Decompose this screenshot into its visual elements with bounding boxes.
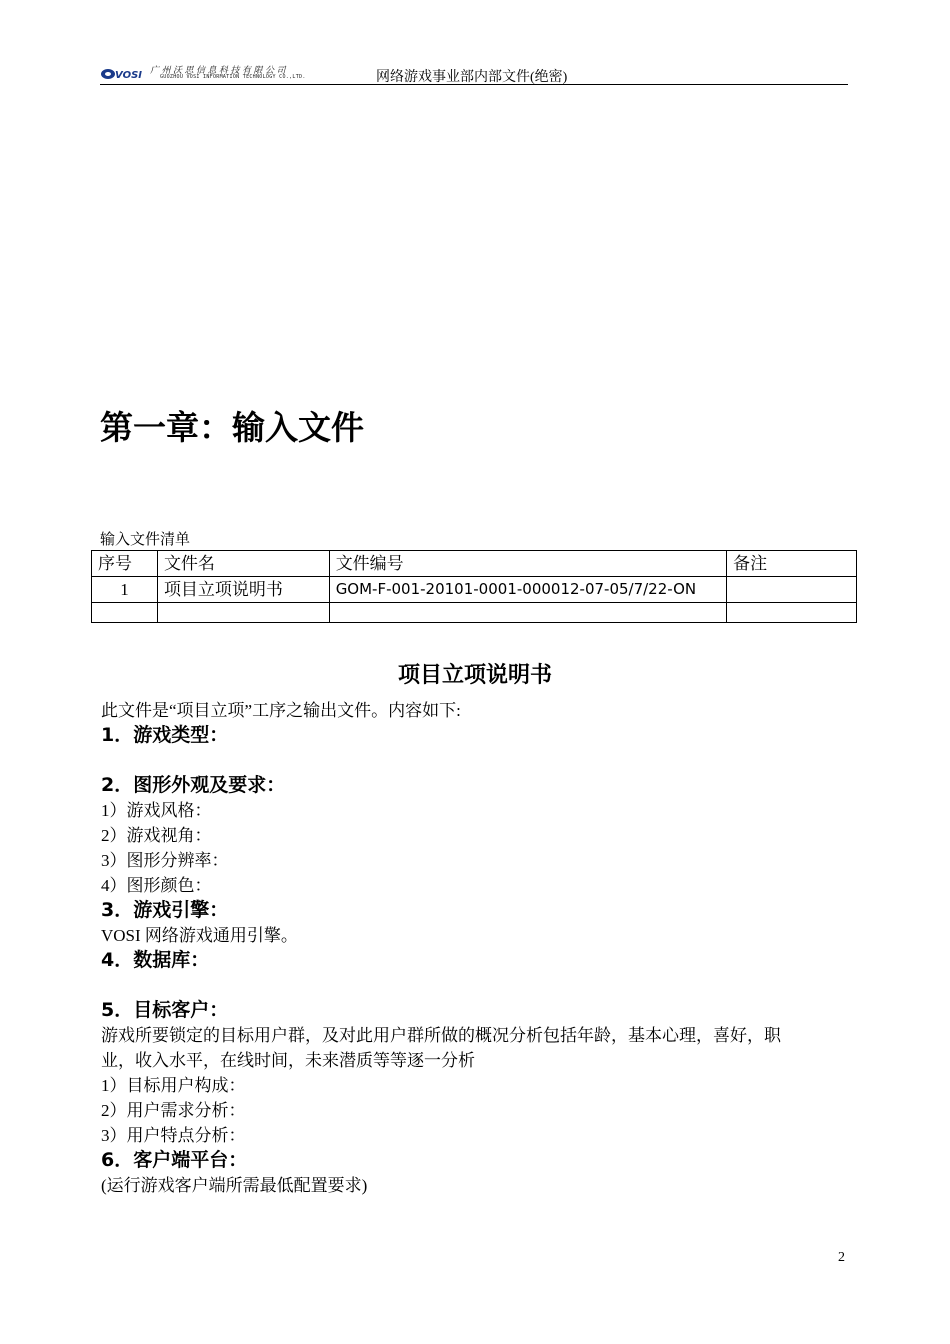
cell-filename: 项目立项说明书 (157, 577, 329, 603)
body-line: 此文件是“项目立项”工序之输出文件。内容如下: (101, 701, 461, 720)
company-logo (100, 62, 340, 84)
section-heading: 4．数据库： (101, 949, 210, 971)
page-number: 2 (838, 1250, 845, 1265)
table-row (92, 603, 857, 623)
input-files-table (91, 550, 857, 623)
header-cell-filecode: 文件编号 (329, 551, 726, 577)
body-line: 3）用户特点分析： (101, 1126, 246, 1145)
body-line: 2）用户需求分析： (101, 1101, 246, 1120)
header-cell-filename: 文件名 (157, 551, 329, 577)
company-name-en: GUOZHOU VOSI INFORMATION TECHNOLOGY CO.,LTD. (160, 74, 306, 80)
cell-remark (727, 577, 857, 603)
blank-line (101, 973, 853, 998)
body-line: 4）图形颜色： (101, 876, 212, 895)
document-title: 项目立项说明书 (397, 663, 552, 688)
body-line: (运行游戏客户端所需最低配置要求) (101, 1176, 368, 1195)
table-caption: 输入文件清单 (100, 532, 191, 548)
section-heading: 1．游戏类型： (101, 724, 229, 746)
header-cell-remark: 备注 (727, 551, 857, 577)
header-cell-index: 序号 (92, 551, 158, 577)
body-line: 业，收入水平，在线时间，未来潜质等等逐一分析 (101, 1051, 475, 1070)
document-body (101, 698, 853, 1198)
cell-index (92, 603, 158, 623)
body-line: 2）游戏视角： (101, 826, 212, 845)
chapter-title: 第一章：输入文件 (100, 408, 364, 447)
vosi-logo-mark (100, 67, 148, 81)
table-header-row (92, 551, 857, 577)
page-header (100, 62, 848, 85)
header-doc-label: 网络游戏事业部内部文件(绝密) (376, 70, 568, 85)
section-heading: 5．目标客户： (101, 999, 229, 1021)
body-line: VOSI 网络游戏通用引擎。 (101, 926, 298, 945)
table-row (92, 577, 857, 603)
cell-remark (727, 603, 857, 623)
section-heading: 2．图形外观及要求： (101, 774, 286, 796)
section-heading: 6．客户端平台： (101, 1149, 248, 1171)
cell-filename (157, 603, 329, 623)
body-line: 1）游戏风格： (101, 801, 212, 820)
cell-index: 1 (92, 577, 158, 603)
body-line: 1）目标用户构成： (101, 1076, 246, 1095)
body-line: 3）图形分辨率： (101, 851, 229, 870)
blank-line (101, 748, 853, 773)
company-name-cn: 广州沃思信息科技有限公司 (150, 65, 289, 75)
body-line: 游戏所要锁定的目标用户群，及对此用户群所做的概况分析包括年龄，基本心理，喜好，职 (101, 1026, 781, 1045)
logo-text: VOSI (115, 70, 142, 81)
cell-filecode: GOM-F-001-20101-0001-000012-07-05/7/22-ON (329, 577, 726, 603)
section-heading: 3．游戏引擎： (101, 899, 229, 921)
cell-filecode (329, 603, 726, 623)
